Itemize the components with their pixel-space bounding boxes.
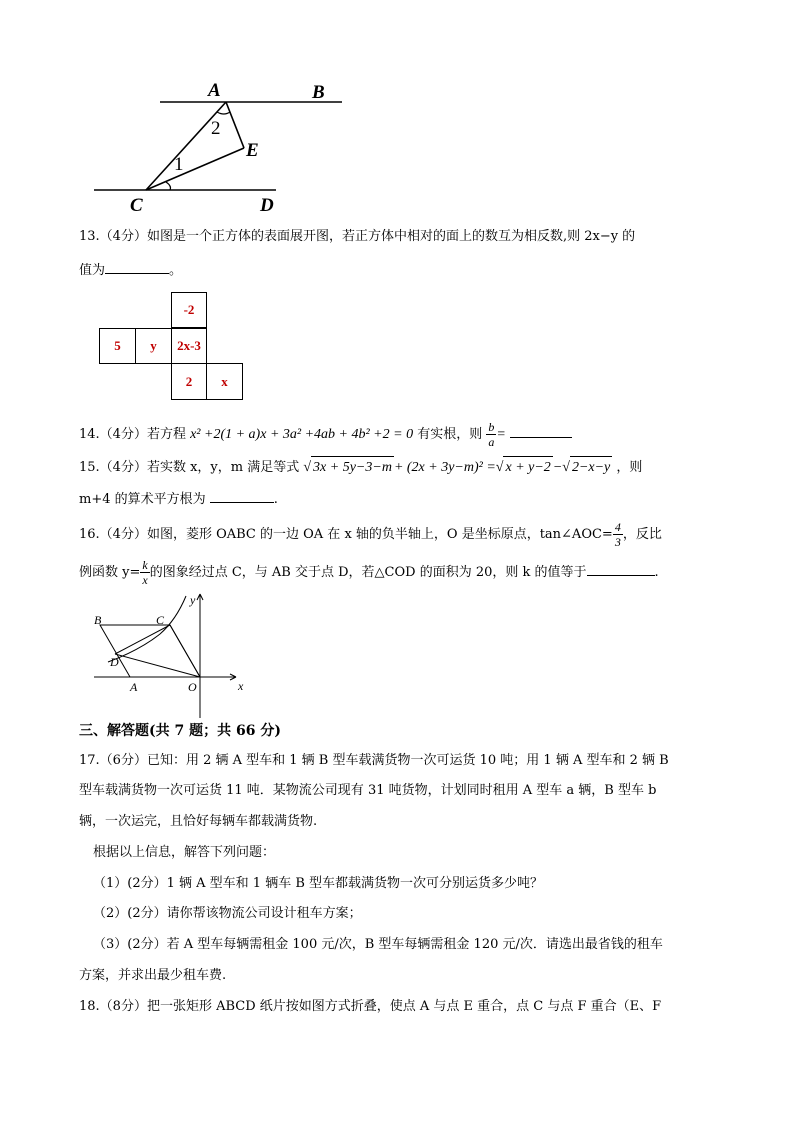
q14-equation: x² +2(1 + a)x + 3a² +4ab + 4b² +2 = 0	[190, 427, 414, 442]
q14-frac-num: b	[488, 420, 495, 434]
q15-answer-blank[interactable]	[210, 488, 274, 503]
q15-suffix: ，则	[616, 460, 643, 475]
q16-line1-suffix: ，反比	[622, 527, 662, 542]
net-cell-right: x	[206, 363, 243, 400]
q16-line1-prefix: 16.（4分）如图，菱形 OABC 的一边 OA 在 x 轴的负半轴上，O 是坐标原点，tan∠AOC=	[79, 527, 613, 542]
label-d: D	[260, 195, 274, 216]
q16-tan-fraction	[613, 520, 623, 549]
graph-label-a: A	[130, 680, 138, 694]
q18-line1: 18.（8分）把一张矩形 ABCD 纸片按如图方式折叠，使点 A 与点 E 重合，点 C 与点 F 重合（E、F	[79, 999, 662, 1014]
q17-line1: 17.（6分）已知：用 2 辆 A 型车和 1 辆 B 型车载满货物一次可运货 10 吨；用 1 辆 A 型车和 2 辆 B	[79, 753, 669, 768]
net-cell-y: y	[135, 328, 172, 364]
q17-sub1: （1）(2分）1 辆 A 型车和 1 辆车 B 型车都载满货物一次可分别运货多少吨？	[93, 876, 544, 891]
q16-line2-suffix: .	[654, 565, 659, 580]
net-cell-left: 5	[99, 328, 136, 364]
graph-label-b: B	[94, 613, 102, 627]
q17-line4: 根据以上信息，解答下列问题：	[93, 845, 276, 860]
segment-ae	[226, 102, 244, 148]
net-cell-top: -2	[171, 292, 207, 328]
q15-line2	[79, 488, 278, 509]
segment-ce	[146, 148, 244, 190]
q16-line2-middle: 的图象经过点 C，与 AB 交于点 D，若△COD 的面积为 20，则 k 的值等于	[149, 565, 587, 580]
label-c: C	[130, 195, 143, 216]
label-a: A	[208, 80, 221, 101]
label-e: E	[246, 140, 259, 161]
q13-line2	[79, 259, 182, 280]
q16-line2	[79, 558, 659, 590]
graph-label-x: x	[238, 679, 244, 693]
q15-line2-suffix: .	[273, 492, 278, 507]
graph-label-o: O	[188, 680, 197, 694]
q15-sqrt2: x + y−2	[503, 456, 552, 479]
q15-mid2: −	[552, 460, 563, 475]
q17-line3: 辆，一次运完，且恰好每辆车都载满货物.	[79, 814, 318, 829]
q14-eq: =	[496, 427, 506, 442]
segment-oc	[170, 625, 200, 677]
label-angle-2: 2	[211, 118, 221, 139]
q16-answer-blank[interactable]	[587, 561, 655, 576]
q14-answer-blank[interactable]	[510, 423, 572, 438]
q15-sqrt3: 2−x−y	[570, 456, 612, 479]
q17-sub2: （2）(2分）请你帮该物流公司设计租车方案；	[93, 906, 362, 921]
label-angle-1: 1	[174, 154, 184, 175]
graph-label-y: y	[190, 593, 196, 607]
angle-1-arc	[166, 182, 171, 190]
segment-ac	[146, 102, 226, 190]
q16-line2-prefix: 例函数 y=	[79, 565, 141, 580]
q17-sub3a: （3）(2分）若 A 型车每辆需租金 100 元/次，B 型车每辆需租金 120 元/次．请选出最省钱的租车	[93, 937, 663, 952]
q17-line2: 型车载满货物一次可运货 11 吨．某物流公司现有 31 吨货物，计划同时租用 A 型车 a 辆，B 型车 b	[79, 783, 657, 798]
q13-line1: 13.（4分）如图是一个正方体的表面展开图，若正方体中相对的面上的数互为相反数,则 2x−y 的	[79, 229, 636, 244]
q13-suffix: 。	[169, 263, 183, 278]
graph-label-d: D	[110, 655, 119, 669]
q16-tan-den: 3	[614, 535, 621, 549]
q16-k-num: k	[142, 558, 148, 572]
q15-mid1: + (2x + 3y−m)² =	[393, 460, 496, 475]
label-b: B	[312, 82, 325, 103]
q14-prefix: 14.（4分）若方程	[79, 427, 186, 442]
segment-cd	[115, 625, 170, 654]
rhombus-graph	[90, 590, 260, 720]
q13-answer-blank[interactable]	[105, 259, 169, 274]
q15-line2-prefix: m+4 的算术平方根为	[79, 492, 206, 507]
graph-label-c: C	[156, 613, 165, 627]
q16-line1	[79, 520, 662, 552]
q15-line1: 15.（4分）若实数 x，y，m 满足等式 √ 3x + 5y−3−m + (2x + 3y−m)² =√ x + y−2 −√ 2−x−y ，则	[79, 456, 642, 479]
q13-prefix: 值为	[79, 263, 106, 278]
angle-2-arc	[217, 112, 230, 114]
q15-prefix: 15.（4分）若实数 x，y，m 满足等式	[79, 460, 300, 475]
q16-k-fraction	[140, 558, 149, 587]
q14-middle: 有实根，则	[417, 427, 483, 442]
q15-sqrt1: 3x + 5y−3−m	[311, 456, 394, 479]
q14-frac-den: a	[488, 435, 495, 449]
q16-tan-num: 4	[614, 520, 621, 534]
net-cell-bottom: 2	[171, 363, 207, 400]
cube-net	[99, 292, 245, 400]
hyperbola-curve	[108, 596, 186, 662]
figure-parallel-lines	[90, 78, 350, 218]
q16-k-den: x	[142, 573, 148, 587]
q17-sub3b: 方案，并求出最少租车费.	[79, 968, 227, 983]
q14-fraction	[486, 420, 496, 449]
section3-heading: 三、解答题(共 7 题；共 66 分)	[79, 723, 281, 739]
net-cell-center: 2x-3	[171, 328, 207, 364]
q14-line	[79, 420, 572, 450]
